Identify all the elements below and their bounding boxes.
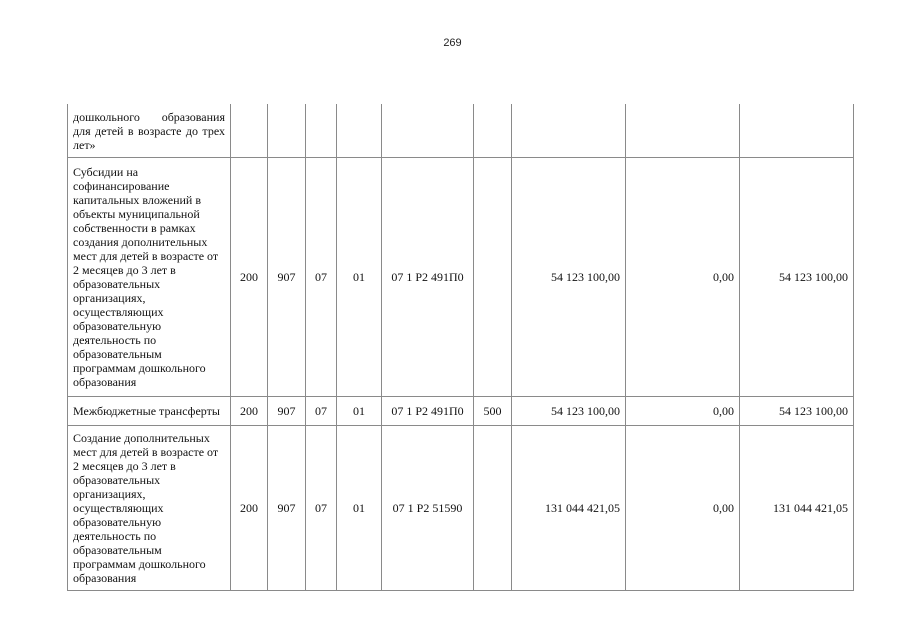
sum-change-cell <box>626 104 740 158</box>
table-row <box>68 158 854 397</box>
subsection-cell <box>337 104 382 158</box>
subsection-cell: 01 <box>337 158 382 397</box>
ministry-cell: 907 <box>268 426 306 591</box>
sum-final-cell: 54 123 100,00 <box>740 397 854 426</box>
target-cell: 07 1 P2 51590 <box>382 426 474 591</box>
sum-change-cell: 0,00 <box>626 426 740 591</box>
section-cell: 07 <box>306 426 337 591</box>
target-cell: 07 1 P2 491П0 <box>382 397 474 426</box>
expense-type-cell <box>474 158 512 397</box>
section-cell: 07 <box>306 158 337 397</box>
expense-type-cell <box>474 426 512 591</box>
sum-change-cell: 0,00 <box>626 397 740 426</box>
chapter-cell <box>231 104 268 158</box>
target-cell <box>382 104 474 158</box>
row-name: Межбюджетные трансферты <box>68 397 231 426</box>
budget-table <box>67 104 854 591</box>
subsection-cell: 01 <box>337 426 382 591</box>
target-cell: 07 1 P2 491П0 <box>382 158 474 397</box>
sum-total-cell: 54 123 100,00 <box>512 397 626 426</box>
page-number: 269 <box>443 37 462 49</box>
ministry-cell: 907 <box>268 158 306 397</box>
sum-total-cell: 54 123 100,00 <box>512 158 626 397</box>
expense-type-cell: 500 <box>474 397 512 426</box>
row-name: дошкольного образования для детей в возрасте до трех лет» <box>68 104 231 158</box>
ministry-cell <box>268 104 306 158</box>
sum-total-cell: 131 044 421,05 <box>512 426 626 591</box>
section-cell <box>306 104 337 158</box>
chapter-cell: 200 <box>231 158 268 397</box>
table-row <box>68 397 854 426</box>
ministry-cell: 907 <box>268 397 306 426</box>
sum-final-cell: 54 123 100,00 <box>740 158 854 397</box>
subsection-cell: 01 <box>337 397 382 426</box>
row-name: Создание дополнительных мест для детей в возрасте от 2 месяцев до 3 лет в образовательных организациях, осуществляющих образовательную деятельность по образовательным программам дошкольного образования <box>68 426 231 591</box>
row-name: Субсидии на софинансирование капитальных вложений в объекты муниципальной собственности в рамках создания дополнительных мест для детей в возрасте от 2 месяцев до 3 лет в образовательных организациях, осуществляющих образовательную деятельность по образовательным программам дошкольного образования <box>68 158 231 397</box>
expense-type-cell <box>474 104 512 158</box>
table-row <box>68 104 854 158</box>
chapter-cell: 200 <box>231 426 268 591</box>
sum-final-cell <box>740 104 854 158</box>
section-cell: 07 <box>306 397 337 426</box>
table-row <box>68 426 854 591</box>
sum-final-cell: 131 044 421,05 <box>740 426 854 591</box>
chapter-cell: 200 <box>231 397 268 426</box>
sum-change-cell: 0,00 <box>626 158 740 397</box>
sum-total-cell <box>512 104 626 158</box>
